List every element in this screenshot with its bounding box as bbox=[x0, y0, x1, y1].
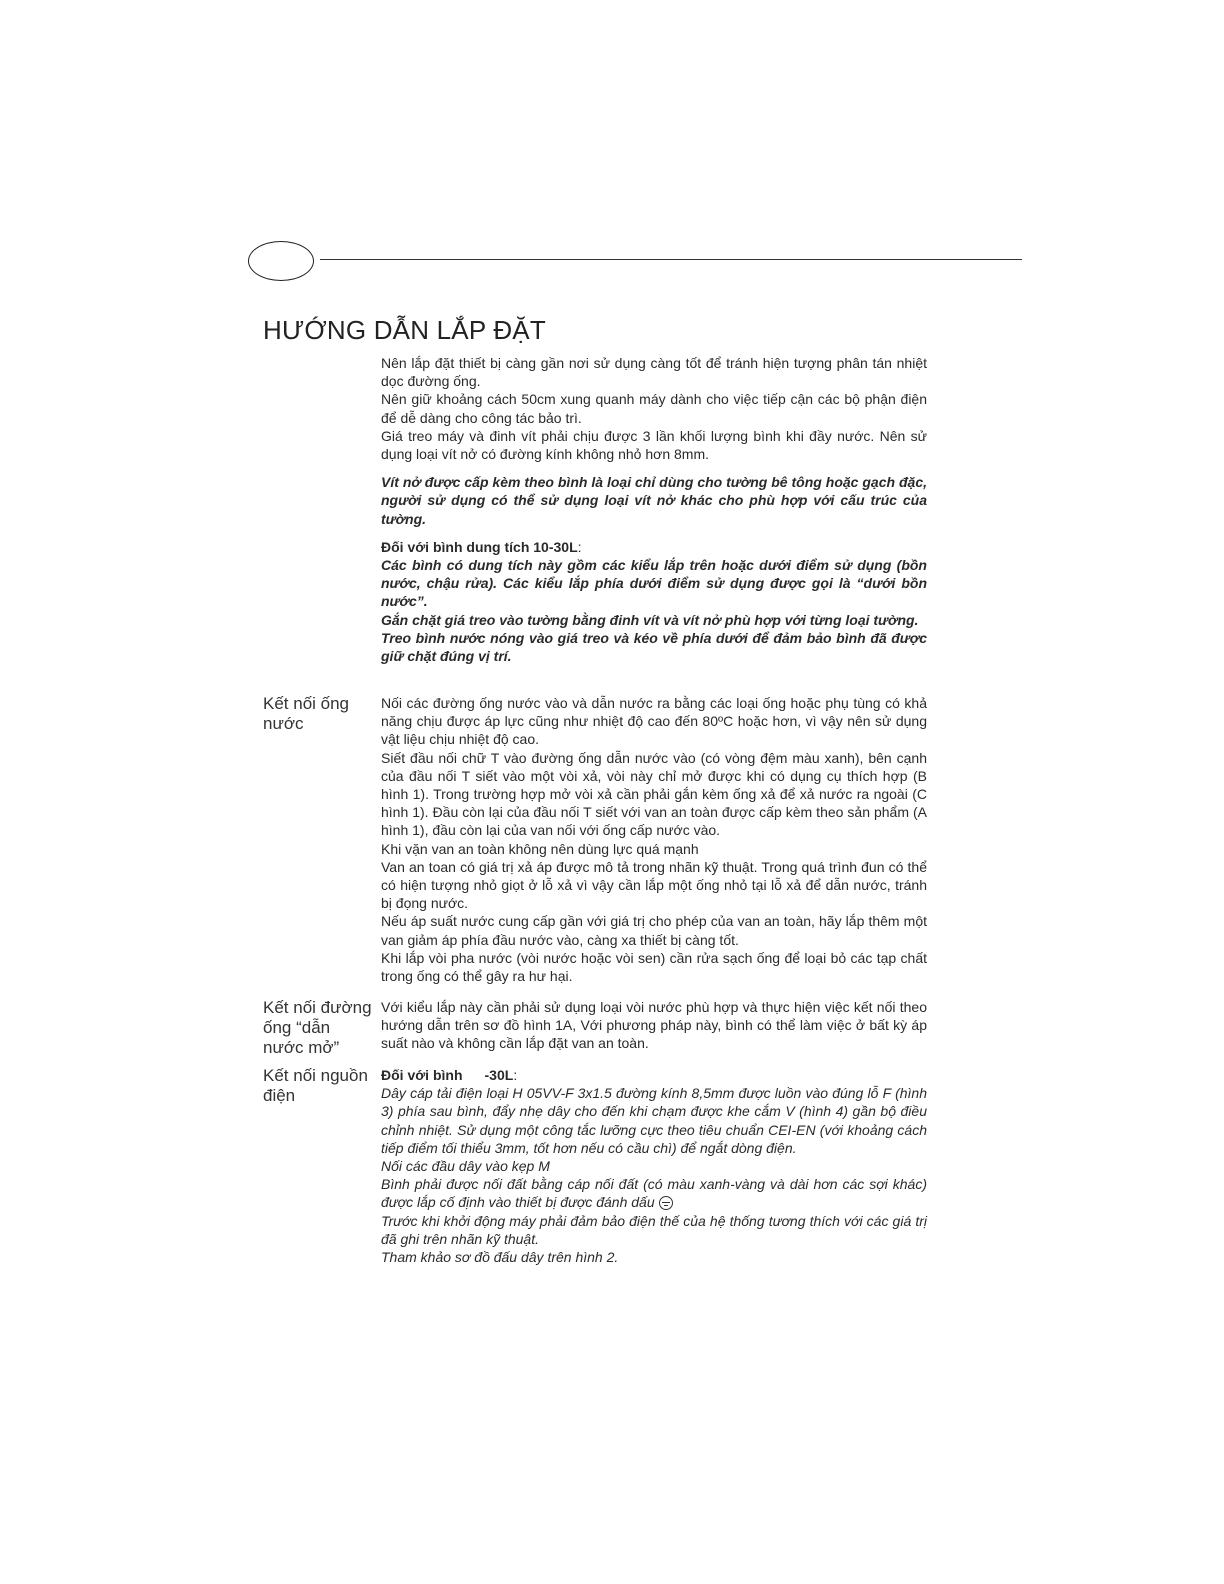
water-paragraph-6: Khi lắp vòi pha nước (vòi nước hoặc vòi sen) cần rửa sạch ống để loại bỏ các tạp chất trong ống có thể gây ra hư hại. bbox=[381, 949, 927, 985]
capacity-paragraph-3: Treo bình nước nóng vào giá treo và kéo về phía dưới để đảm bảo bình đã được giữ chặt đúng vị trí. bbox=[381, 629, 927, 665]
power-connection-section bbox=[381, 1066, 927, 1266]
power-paragraph-4: Trước khi khởi động máy phải đảm bảo điện thế của hệ thống tương thích với các giá trị đã ghi trên nhãn kỹ thuật. bbox=[381, 1212, 927, 1247]
water-paragraph-3: Khi vặn van an toàn không nên dùng lực quá mạnh bbox=[381, 840, 699, 857]
water-connection-label: Kết nối ống nước bbox=[263, 694, 350, 733]
power-paragraph-5: Tham khảo sơ đồ đấu dây trên hình 2. bbox=[381, 1249, 619, 1266]
power-paragraph-1: Dây cáp tải điện loại H 05VV-F 3x1.5 đường kính 8,5mm được luồn vào đúng lỗ F (hình 3) phía sau bình, đẩy nhẹ dây cho đến khi chạm được khe cắm V (hình 4) gần bộ điều chỉnh nhiệt. Sử dụng một công tắc lưỡng cực theo tiêu chuẩn CEI-EN (với khoảng cách tiếp điểm tối thiểu 3mm, tốt hơn nếu có cầu chì) để ngắt dòng điện. bbox=[381, 1085, 927, 1156]
power-connection-label: Kết nối nguồn điện bbox=[263, 1066, 368, 1105]
page-title: HƯỚNG DẪN LẮP ĐẶT bbox=[263, 315, 546, 345]
capacity-paragraph-2: Gắn chặt giá treo vào tường bằng đinh vít và vít nở phù hợp với từng loại tường. bbox=[381, 611, 919, 628]
page-number-oval bbox=[248, 241, 314, 281]
capacity-heading: Đối với bình dung tích 10-30L bbox=[381, 538, 578, 555]
header-rule bbox=[320, 259, 1022, 260]
power-paragraph-3-line bbox=[381, 1175, 927, 1211]
water-connection-section bbox=[381, 694, 927, 985]
power-paragraph-2: Nối các đầu dây vào kẹp M bbox=[381, 1158, 550, 1175]
capacity-paragraph-1: Các bình có dung tích này gồm các kiểu lắp trên hoặc dưới điểm sử dụng (bồn nước, chậu rửa). Các kiểu lắp phía dưới điểm sử dụng được gọi là “dưới bồn nước”. bbox=[381, 557, 927, 610]
earth-ground-icon bbox=[659, 1196, 673, 1210]
water-paragraph-2: Siết đầu nối chữ T vào đường ống dẫn nước vào (có vòng đệm màu xanh), bên cạnh của đầu nối T siết vào một vòi xả, vòi này chỉ mở được khi có dụng cụ thích hợp (B hình 1). Trong trường hợp mở vòi xả cần phải gắn kèm ống xả để xả nước ra ngoài (C hình 1). Đầu còn lại của đầu nối T siết với van an toàn được cấp kèm theo sản phẩm (A hình 1), đầu còn lại của van nối với ống cấp nước vào. bbox=[381, 749, 927, 839]
capacity-heading-colon: : bbox=[577, 538, 582, 555]
intro-section bbox=[381, 354, 927, 665]
power-paragraph-3: Bình phải được nối đất bằng cáp nối đất (có màu xanh-vàng và dài hơn các sợi khác) được lắp cố định vào thiết bị được đánh dấu bbox=[381, 1176, 927, 1211]
capacity-heading-line bbox=[381, 538, 927, 556]
power-heading-colon: : bbox=[513, 1067, 518, 1083]
intro-paragraph-3: Giá treo máy và đinh vít phải chịu được 3 lần khối lượng bình khi đầy nước. Nên sử dụng loại vít nở có đường kính không nhỏ hơn 8mm. bbox=[381, 427, 927, 463]
power-heading-a: Đối với bình bbox=[381, 1067, 463, 1083]
water-paragraph-1: Nối các đường ống nước vào và dẫn nước ra bằng các loại ống hoặc phụ tùng có khả năng chịu được áp lực cũng như nhiệt độ cao đến 80ºC hoặc hơn, vì vậy nên sử dụng vật liệu chịu nhiệt độ cao. bbox=[381, 695, 927, 748]
water-paragraph-4: Van an toan có giá trị xả áp được mô tả trong nhãn kỹ thuật. Trong quá trình đun có thể có hiện tượng nhỏ giọt ở lỗ xả vì vậy cần lắp một ống nhỏ tại lỗ xả để dẫn nước, tránh bị đọng nước. bbox=[381, 858, 927, 912]
power-heading-b: -30L bbox=[484, 1067, 514, 1083]
anchor-note: Vít nở được cấp kèm theo bình là loại chỉ dùng cho tường bê tông hoặc gạch đặc, người sử dụng có thể sử dụng loại vít nở khác cho phù hợp với cấu trúc của tường. bbox=[381, 474, 927, 527]
water-paragraph-5: Nếu áp suất nước cung cấp gần với giá trị cho phép của van an toàn, hãy lắp thêm một van giảm áp phía đầu nước vào, càng xa thiết bị càng tốt. bbox=[381, 913, 927, 948]
open-paragraph-1: Với kiểu lắp này cần phải sử dụng loại vòi nước phù hợp và thực hiện việc kết nối theo hướng dẫn trên sơ đồ hình 1A, Với phương pháp này, bình có thể làm việc ở bất kỳ áp suất nào và không cần lắp đặt van an toàn. bbox=[381, 999, 927, 1052]
open-connection-section bbox=[381, 998, 927, 1053]
open-connection-label: Kết nối đường ống “dẫn nước mở” bbox=[263, 998, 372, 1057]
intro-paragraph-1: Nên lắp đặt thiết bị càng gần nơi sử dụng càng tốt để tránh hiện tượng phân tán nhiệt dọc đường ống. bbox=[381, 355, 927, 390]
power-heading-line bbox=[381, 1066, 927, 1084]
intro-paragraph-2: Nên giữ khoảng cách 50cm xung quanh máy dành cho việc tiếp cận các bộ phận điện để dễ dàng cho công tác bảo trì. bbox=[381, 391, 927, 426]
